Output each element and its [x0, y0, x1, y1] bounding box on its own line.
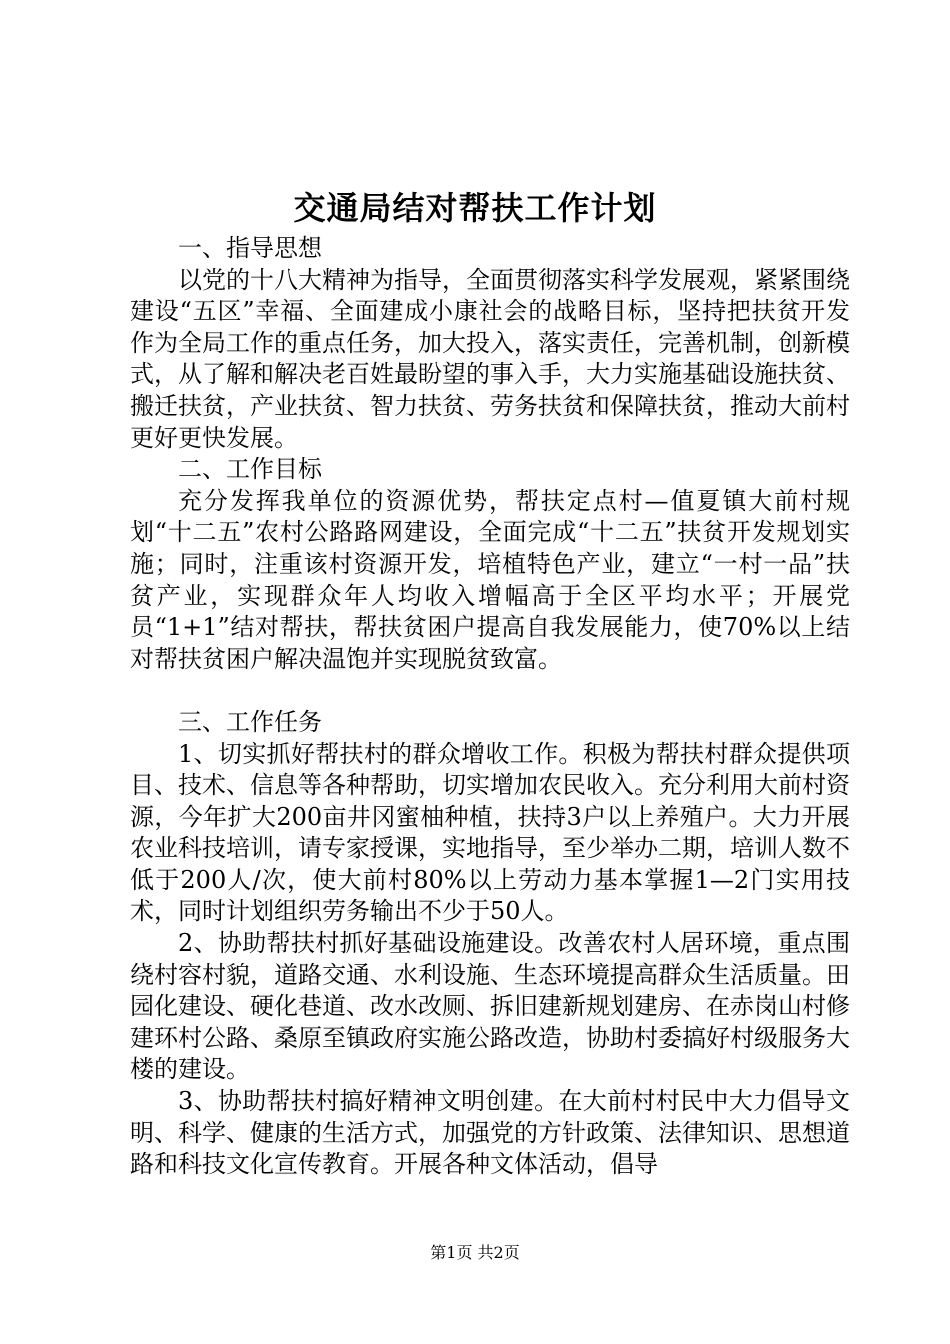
document-body	[130, 233, 850, 1181]
section-heading-guiding-ideology: 一、指导思想	[178, 234, 322, 262]
paragraph-task-3: 3、协助帮扶村搞好精神文明创建。在大前村村民中大力倡导文明、科学、健康的生活方式，加强党的方针政策、法律知识、思想道路和科技文化宣传教育。开展各种文体活动，倡导	[130, 1087, 850, 1179]
document-title: 交通局结对帮扶工作计划	[293, 189, 657, 227]
section-heading-work-tasks: 三、工作任务	[178, 707, 322, 736]
paragraph-task-2: 2、协助帮扶村抓好基础设施建设。改善农村人居环境，重点围绕村容村貌，道路交通、水利设施、生态环境提高群众生活质量。田园化建设、硬化巷道、改水改厕、拆旧建新规划建房、在赤岗山村修建环村公路、桑原至镇政府实施公路改造，协助村委搞好村级服务大楼的建设。	[130, 929, 850, 1084]
paragraph-spacer	[130, 675, 850, 707]
page-footer: 第1页 共2页	[430, 1243, 520, 1262]
paragraph-guiding-ideology: 以党的十八大精神为指导，全面贯彻落实科学发展观，紧紧围绕建设“五区”幸福、全面建成小康社会的战略目标，坚持把扶贫开发作为全局工作的重点任务，加大投入，落实责任，完善机制，创新模式，从了解和解决老百姓最盼望的事入手，大力实施基础设施扶贫、搬迁扶贫，产业扶贫、智力扶贫、劳务扶贫和保障扶贫，推动大前村更好更快发展。	[130, 265, 850, 452]
paragraph-work-goals: 充分发挥我单位的资源优势，帮扶定点村—值夏镇大前村规划“十二五”农村公路路网建设，全面完成“十二五”扶贫开发规划实施；同时，注重该村资源开发，培植特色产业，建立“一村一品”扶贫产业，实现群众年人均收入增幅高于全区平均水平；开展党员“1+1”结对帮扶，帮扶贫困户提高自我发展能力，使70%以上结对帮扶贫困户解决温饱并实现脱贫致富。	[130, 486, 850, 673]
paragraph-task-1: 1、切实抓好帮扶村的群众增收工作。积极为帮扶村群众提供项目、技术、信息等各种帮助，切实增加农民收入。充分利用大前村资源，今年扩大200亩井冈蜜柚种植，扶持3户以上养殖户。大力开展农业科技培训，请专家授课，实地指导，至少举办二期，培训人数不低于200人/次，使大前村80%以上劳动力基本掌握1—2门实用技术，同时计划组织劳务输出不少于50人。	[130, 739, 850, 926]
section-heading-work-goals: 二、工作目标	[178, 455, 322, 484]
